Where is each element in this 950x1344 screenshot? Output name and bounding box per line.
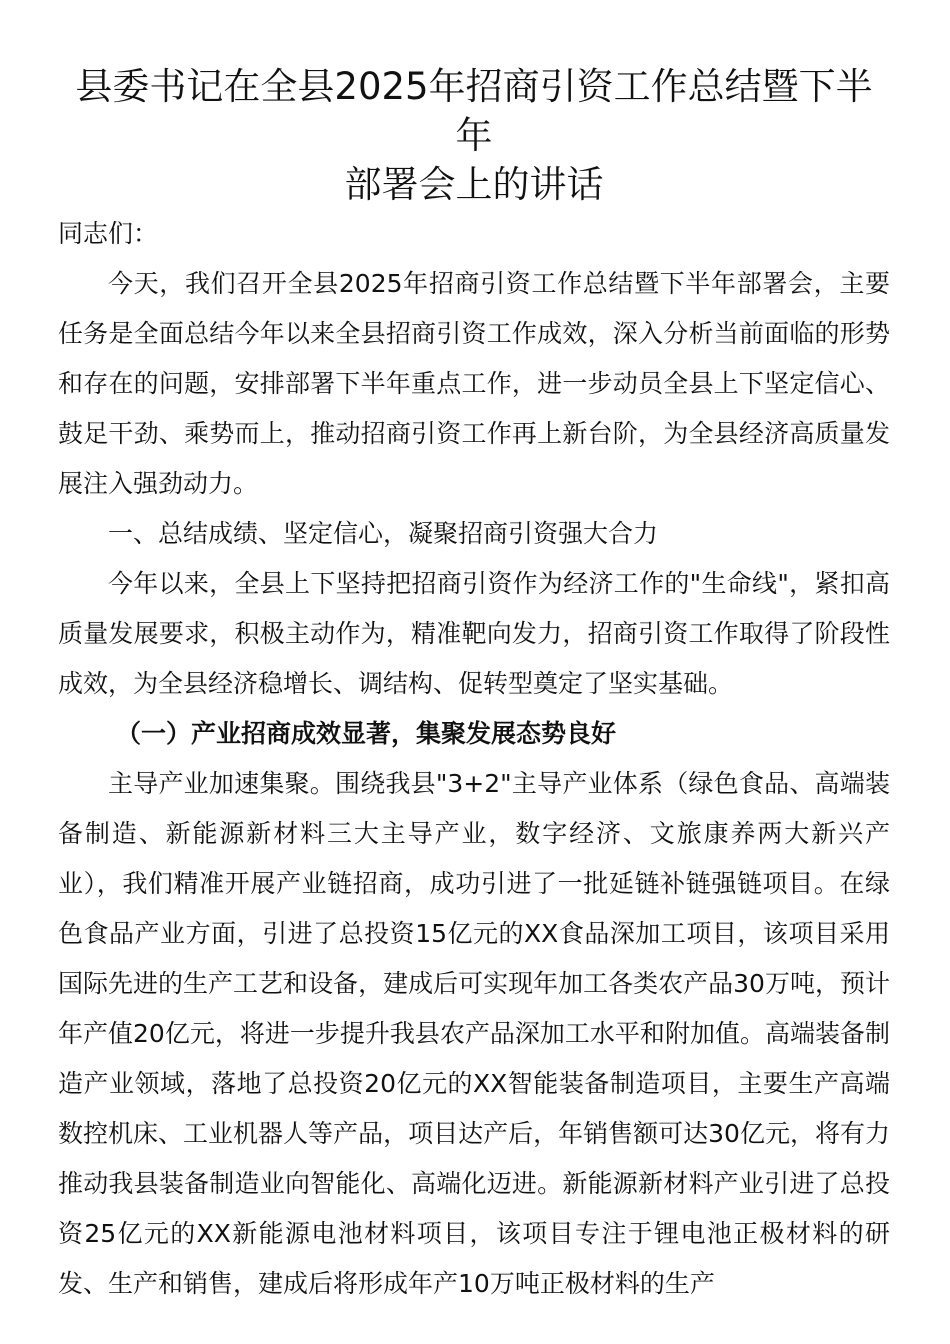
title-line-2: 部署会上的讲话 (344, 163, 604, 206)
subsection-heading-1: （一）产业招商成效显著，集聚发展态势良好 (116, 719, 617, 748)
document-title (58, 62, 890, 209)
subsection-1-body-paragraph: 主导产业加速集聚。围绕我县"3+2"主导产业体系（绿色食品、高端装备制造、新能源新材料三大主导产业，数字经济、文旅康养两大新兴产业），我们精准开展产业链招商，成功引进了一批延链补链强链项目。在绿色食品产业方面，引进了总投资15亿元的XX食品深加工项目，该项目采用国际先进的生产工艺和设备，建成后可实现年加工各类农产品30万吨，预计年产值20亿元，将进一步提升我县农产品深加工水平和附加值。高端装备制造产业领域，落地了总投资20亿元的XX智能装备制造项目，主要生产高端数控机床、工业机器人等产品，项目达产后，年销售额可达30亿元，将有力推动我县装备制造业向智能化、高端化迈进。新能源新材料产业引进了总投资25亿元的XX新能源电池材料项目，该项目专注于锂电池正极材料的研发、生产和销售，建成后将形成年产10万吨正极材料的生产 (58, 769, 890, 1298)
section-heading-1: 一、总结成绩、坚定信心，凝聚招商引资强大合力 (108, 519, 659, 548)
document-page (58, 62, 890, 1309)
intro-paragraph: 今天，我们召开全县2025年招商引资工作总结暨下半年部署会，主要任务是全面总结今年以来全县招商引资工作成效，深入分析当前面临的形势和存在的问题，安排部署下半年重点工作，进一步动员全县上下坚定信心、鼓足干劲、乘势而上，推动招商引资工作再上新台阶，为全县经济高质量发展注入强劲动力。 (58, 269, 890, 498)
salutation: 同志们： (58, 219, 159, 248)
title-line-1: 县委书记在全县2025年招商引资工作总结暨下半年 (75, 65, 873, 157)
section-1-intro-paragraph: 今年以来，全县上下坚持把招商引资作为经济工作的"生命线"，紧扣高质量发展要求，积极主动作为，精准靶向发力，招商引资工作取得了阶段性成效，为全县经济稳增长、调结构、促转型奠定了坚实基础。 (58, 569, 890, 698)
